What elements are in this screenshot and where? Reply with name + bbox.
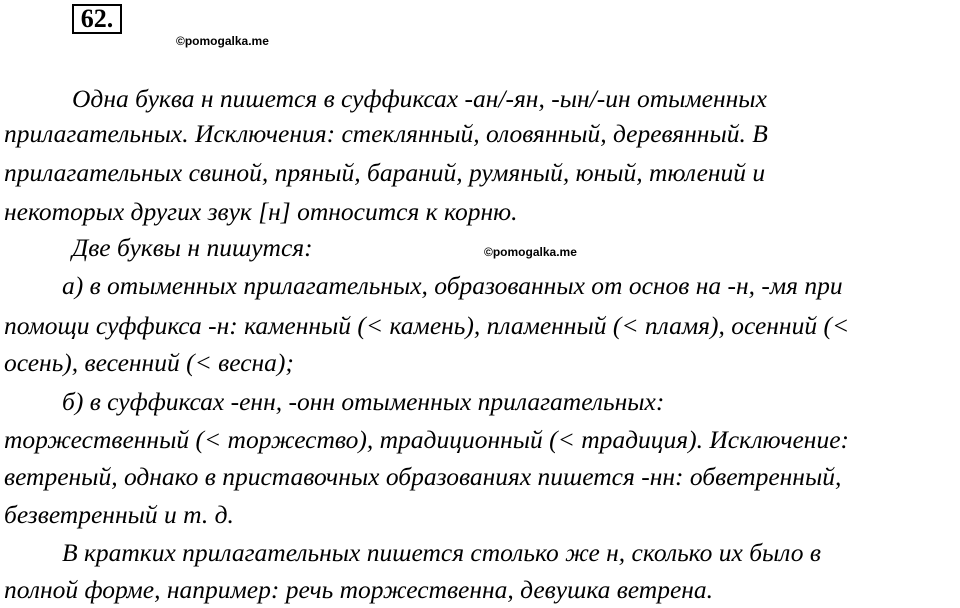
watermark: ©pomogalka.me bbox=[484, 245, 577, 259]
paragraph-line: ветреный, однако в приставочных образованиях пишется -нн: обветренный, bbox=[4, 462, 842, 491]
paragraph-line: торжественный (< торжество), традиционный (< традиция). Исключение: bbox=[4, 425, 850, 454]
paragraph-line: некоторых других звук [н] относится к корню. bbox=[4, 197, 518, 226]
paragraph-line: полной форме, например: речь торжественна, девушка ветрена. bbox=[4, 575, 714, 604]
paragraph-line: прилагательных. Исключения: стеклянный, оловянный, деревянный. В bbox=[4, 119, 768, 148]
watermark: ©pomogalka.me bbox=[176, 34, 269, 48]
paragraph-line: помощи суффикса -н: каменный (< камень), пламенный (< пламя), осенний (< bbox=[4, 311, 850, 340]
paragraph-line: осень), весенний (< весна); bbox=[4, 348, 294, 377]
paragraph-line: б) в суффиксах -енн, -онн отыменных прилагательных: bbox=[62, 387, 665, 416]
paragraph-line: В кратких прилагательных пишется столько же н, сколько их было в bbox=[62, 538, 821, 567]
task-number: 62. bbox=[72, 4, 122, 34]
paragraph-line: безветренный и т. д. bbox=[4, 500, 234, 529]
paragraph-line: прилагательных свиной, пряный, бараний, румяный, юный, тюлений и bbox=[4, 158, 766, 187]
paragraph-line: Одна буква н пишется в суффиксах -ан/-ян, -ын/-ин отыменных bbox=[72, 84, 767, 113]
paragraph-line: а) в отыменных прилагательных, образованных от основ на -н, -мя при bbox=[62, 271, 843, 300]
paragraph-line: Две буквы н пишутся: bbox=[72, 233, 313, 262]
